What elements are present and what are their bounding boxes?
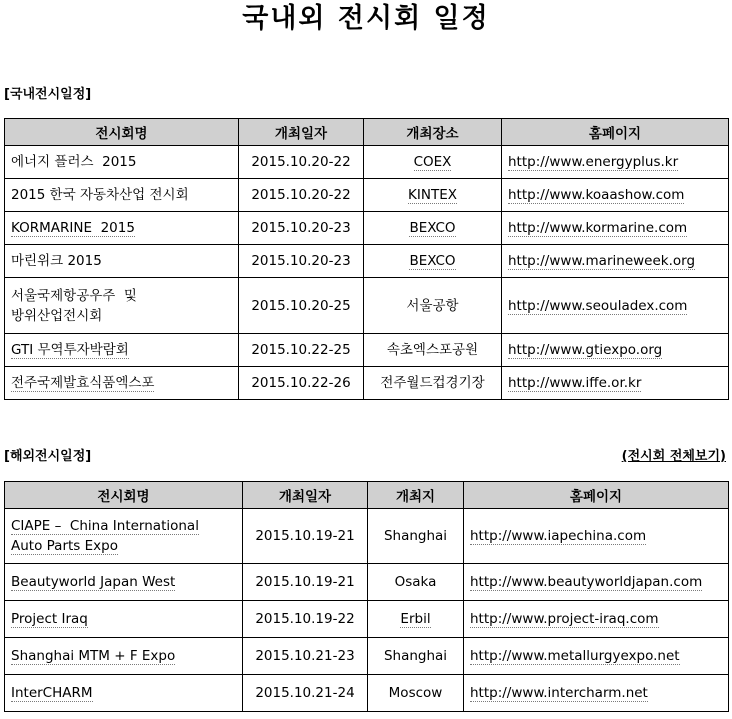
exhibition-name-link[interactable]: CIAPE – China International Auto Parts Expo bbox=[11, 518, 199, 554]
exhibition-name bbox=[5, 675, 243, 712]
exhibition-name-link[interactable]: InterCHARM bbox=[11, 685, 93, 701]
domestic-exhibition-table bbox=[4, 118, 729, 400]
exhibition-name-link[interactable]: Beautyworld Japan West bbox=[11, 574, 176, 590]
homepage-link[interactable]: http://www.project-iraq.com bbox=[470, 611, 659, 627]
table-row bbox=[5, 601, 729, 638]
homepage-link[interactable]: http://www.iffe.or.kr bbox=[508, 375, 642, 391]
exhibition-date: 2015.10.19-21 bbox=[243, 564, 368, 601]
table-header-row bbox=[5, 119, 729, 146]
exhibition-name: 서울국제항공우주 및 방위산업전시회 bbox=[5, 278, 239, 334]
homepage-link[interactable]: http://www.gtiexpo.org bbox=[508, 342, 663, 358]
exhibition-name bbox=[5, 638, 243, 675]
table-row bbox=[5, 675, 729, 712]
exhibition-homepage bbox=[502, 146, 729, 179]
column-header-venue: 개최지 bbox=[368, 482, 464, 509]
exhibition-date: 2015.10.19-21 bbox=[243, 509, 368, 564]
table-row bbox=[5, 509, 729, 564]
page-title: 국내외 전시회 일정 bbox=[242, 3, 490, 34]
exhibition-venue: 속초엑스포공원 bbox=[364, 334, 502, 367]
exhibition-homepage bbox=[502, 367, 729, 400]
exhibition-homepage bbox=[464, 509, 729, 564]
exhibition-name bbox=[5, 509, 243, 564]
exhibition-homepage bbox=[502, 334, 729, 367]
exhibition-name: 에너지 플러스 2015 bbox=[5, 146, 239, 179]
table-row bbox=[5, 245, 729, 278]
table-row bbox=[5, 564, 729, 601]
exhibition-venue: 서울공항 bbox=[364, 278, 502, 334]
exhibition-venue: 전주월드컵경기장 bbox=[364, 367, 502, 400]
exhibition-homepage bbox=[464, 564, 729, 601]
exhibition-name-link[interactable]: 전주국제발효식품엑스포 bbox=[11, 375, 155, 391]
table-row bbox=[5, 278, 729, 334]
venue-link[interactable]: Erbil bbox=[400, 611, 431, 627]
exhibition-homepage bbox=[502, 179, 729, 212]
exhibition-venue: Shanghai bbox=[368, 509, 464, 564]
exhibition-name bbox=[5, 564, 243, 601]
exhibition-venue bbox=[364, 146, 502, 179]
exhibition-venue: Shanghai bbox=[368, 638, 464, 675]
exhibition-date: 2015.10.20-23 bbox=[239, 245, 364, 278]
column-header-name: 전시회명 bbox=[5, 482, 243, 509]
overseas-section-label: [해외전시일정] bbox=[4, 449, 92, 464]
exhibition-name-link[interactable]: Shanghai MTM + F Expo bbox=[11, 648, 176, 664]
column-header-date: 개최일자 bbox=[239, 119, 364, 146]
homepage-link[interactable]: http://www.marineweek.org bbox=[508, 253, 696, 269]
exhibition-date: 2015.10.20-23 bbox=[239, 212, 364, 245]
column-header-name: 전시회명 bbox=[5, 119, 239, 146]
column-header-date: 개최일자 bbox=[243, 482, 368, 509]
exhibition-name-link[interactable]: Project Iraq bbox=[11, 611, 88, 627]
venue-link[interactable]: BEXCO bbox=[409, 220, 456, 236]
exhibition-date: 2015.10.22-25 bbox=[239, 334, 364, 367]
table-header-row bbox=[5, 482, 729, 509]
venue-link[interactable]: KINTEX bbox=[408, 187, 457, 203]
exhibition-name bbox=[5, 601, 243, 638]
homepage-link[interactable]: http://www.beautyworldjapan.com bbox=[470, 574, 703, 590]
exhibition-homepage bbox=[502, 245, 729, 278]
exhibition-venue: Moscow bbox=[368, 675, 464, 712]
table-row bbox=[5, 334, 729, 367]
exhibition-date: 2015.10.22-26 bbox=[239, 367, 364, 400]
exhibition-homepage bbox=[464, 601, 729, 638]
exhibition-date: 2015.10.21-24 bbox=[243, 675, 368, 712]
exhibition-homepage bbox=[464, 638, 729, 675]
venue-link[interactable]: BEXCO bbox=[409, 253, 456, 269]
exhibition-name-link[interactable]: GTI 무역투자박람회 bbox=[11, 342, 129, 358]
homepage-link[interactable]: http://www.iapechina.com bbox=[470, 528, 647, 544]
exhibition-date: 2015.10.21-23 bbox=[243, 638, 368, 675]
homepage-link[interactable]: http://www.kormarine.com bbox=[508, 220, 688, 236]
exhibition-name bbox=[5, 212, 239, 245]
domestic-section-label: [국내전시일정] bbox=[4, 87, 92, 102]
exhibition-homepage bbox=[464, 675, 729, 712]
column-header-venue: 개최장소 bbox=[364, 119, 502, 146]
exhibition-venue: Osaka bbox=[368, 564, 464, 601]
table-row bbox=[5, 638, 729, 675]
venue-link[interactable]: COEX bbox=[413, 154, 452, 170]
homepage-link[interactable]: http://www.seouladex.com bbox=[508, 297, 688, 314]
exhibition-date: 2015.10.20-22 bbox=[239, 179, 364, 212]
overseas-exhibition-table bbox=[4, 481, 729, 712]
table-row bbox=[5, 212, 729, 245]
exhibition-date: 2015.10.20-22 bbox=[239, 146, 364, 179]
homepage-link[interactable]: http://www.koaashow.com bbox=[508, 187, 685, 203]
exhibition-homepage bbox=[502, 278, 729, 334]
exhibition-venue bbox=[364, 179, 502, 212]
view-all-exhibitions-link[interactable]: (전시회 전체보기) bbox=[621, 449, 726, 464]
table-row bbox=[5, 179, 729, 212]
exhibition-name: 마린위크 2015 bbox=[5, 245, 239, 278]
homepage-link[interactable]: http://www.metallurgyexpo.net bbox=[470, 648, 680, 664]
table-row bbox=[5, 146, 729, 179]
exhibition-name: 2015 한국 자동차산업 전시회 bbox=[5, 179, 239, 212]
exhibition-name-link[interactable]: KORMARINE 2015 bbox=[11, 220, 135, 236]
exhibition-date: 2015.10.19-22 bbox=[243, 601, 368, 638]
exhibition-venue bbox=[368, 601, 464, 638]
column-header-homepage: 홈페이지 bbox=[464, 482, 729, 509]
homepage-link[interactable]: http://www.energyplus.kr bbox=[508, 154, 679, 170]
exhibition-name bbox=[5, 334, 239, 367]
exhibition-venue bbox=[364, 245, 502, 278]
exhibition-venue bbox=[364, 212, 502, 245]
exhibition-name bbox=[5, 367, 239, 400]
table-row bbox=[5, 367, 729, 400]
exhibition-homepage bbox=[502, 212, 729, 245]
exhibition-date: 2015.10.20-25 bbox=[239, 278, 364, 334]
homepage-link[interactable]: http://www.intercharm.net bbox=[470, 685, 648, 701]
column-header-homepage: 홈페이지 bbox=[502, 119, 729, 146]
